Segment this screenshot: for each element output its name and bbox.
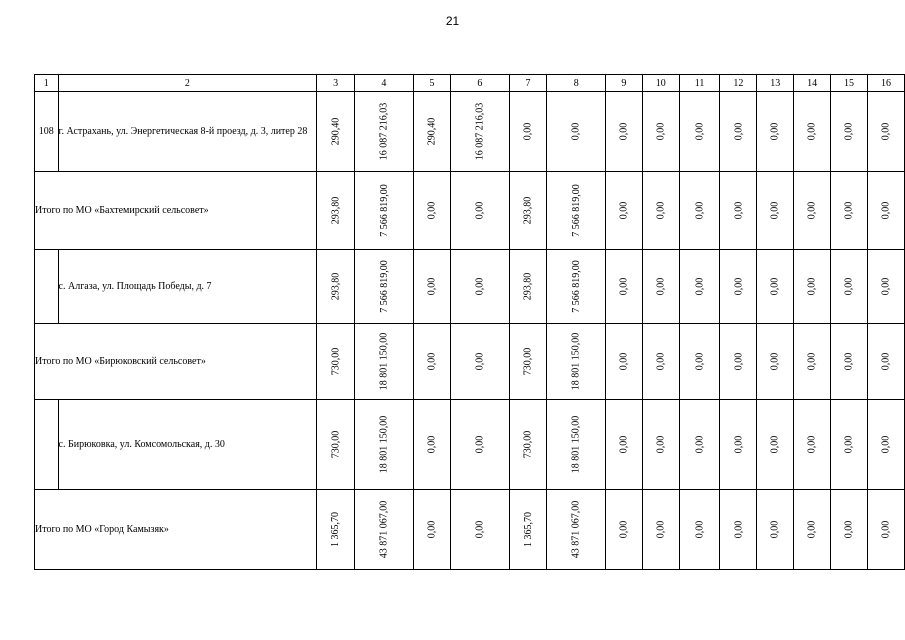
cell-value: 0,00: [769, 201, 781, 220]
value-cell: [720, 250, 757, 324]
value-cell: [413, 324, 450, 400]
value-cell: [317, 490, 355, 570]
column-header: 2: [58, 75, 317, 92]
value-cell: [605, 400, 642, 490]
cell-value: 0,00: [694, 122, 706, 141]
column-header: 16: [867, 75, 904, 92]
address-cell: г. Астрахань, ул. Энергетическая 8-й проезд, д. 3, литер 28: [58, 92, 317, 172]
value-cell: [317, 172, 355, 250]
cell-value: 730,00: [330, 430, 342, 459]
data-table: [34, 74, 905, 570]
total-row: [35, 324, 905, 400]
value-cell: [413, 92, 450, 172]
value-cell: [679, 172, 720, 250]
value-cell: [831, 172, 868, 250]
value-cell: [509, 400, 547, 490]
cell-value: 0,00: [843, 435, 855, 454]
column-header: 3: [317, 75, 355, 92]
cell-value: 0,00: [880, 352, 892, 371]
cell-value: 0,00: [474, 435, 486, 454]
value-cell: [605, 172, 642, 250]
column-header: 4: [355, 75, 414, 92]
column-header: 10: [642, 75, 679, 92]
cell-value: 290,40: [426, 117, 438, 146]
value-cell: [867, 490, 904, 570]
cell-value: 0,00: [843, 520, 855, 539]
cell-value: 0,00: [843, 277, 855, 296]
cell-value: 0,00: [732, 277, 744, 296]
cell-value: 0,00: [618, 352, 630, 371]
cell-value: 293,80: [330, 272, 342, 301]
table-row: [35, 92, 905, 172]
cell-value: 0,00: [769, 122, 781, 141]
total-row: [35, 490, 905, 570]
value-cell: [720, 490, 757, 570]
cell-value: 0,00: [806, 277, 818, 296]
cell-value: 1 365,70: [522, 512, 534, 547]
cell-value: 7 566 819,00: [378, 260, 390, 313]
cell-value: 43 871 067,00: [570, 500, 582, 559]
value-cell: [317, 324, 355, 400]
value-cell: [413, 250, 450, 324]
cell-value: 16 087 216,03: [474, 102, 486, 161]
column-header: 7: [509, 75, 547, 92]
cell-value: 0,00: [618, 435, 630, 454]
cell-value: 0,00: [880, 201, 892, 220]
value-cell: [642, 490, 679, 570]
cell-value: 0,00: [426, 352, 438, 371]
cell-value: 0,00: [426, 435, 438, 454]
value-cell: [720, 324, 757, 400]
cell-value: 7 566 819,00: [570, 260, 582, 313]
value-cell: [757, 92, 794, 172]
cell-value: 0,00: [618, 520, 630, 539]
value-cell: [451, 400, 510, 490]
value-cell: [451, 490, 510, 570]
cell-value: 0,00: [618, 122, 630, 141]
cell-value: 0,00: [474, 520, 486, 539]
cell-value: 293,80: [330, 196, 342, 225]
cell-value: 730,00: [330, 347, 342, 376]
cell-value: 0,00: [694, 520, 706, 539]
value-cell: [509, 324, 547, 400]
value-cell: [867, 92, 904, 172]
cell-value: 0,00: [426, 201, 438, 220]
cell-value: 0,00: [655, 435, 667, 454]
cell-value: 18 801 150,00: [378, 415, 390, 474]
cell-value: 0,00: [880, 277, 892, 296]
value-cell: [831, 490, 868, 570]
value-cell: [355, 250, 414, 324]
value-cell: [794, 324, 831, 400]
cell-value: 0,00: [474, 201, 486, 220]
cell-value: 0,00: [655, 277, 667, 296]
cell-value: 0,00: [806, 201, 818, 220]
cell-value: 16 087 216,03: [378, 102, 390, 161]
cell-value: 0,00: [618, 277, 630, 296]
value-cell: [605, 324, 642, 400]
cell-value: 7 566 819,00: [570, 184, 582, 237]
total-label: Итого по МО «Город Камызяк»: [35, 490, 317, 570]
value-cell: [413, 490, 450, 570]
value-cell: [642, 400, 679, 490]
value-cell: [757, 250, 794, 324]
cell-value: 0,00: [732, 352, 744, 371]
column-header: 12: [720, 75, 757, 92]
cell-value: 0,00: [806, 352, 818, 371]
value-cell: [605, 490, 642, 570]
value-cell: [867, 324, 904, 400]
value-cell: [355, 490, 414, 570]
cell-value: 0,00: [769, 277, 781, 296]
value-cell: [757, 172, 794, 250]
cell-value: 0,00: [426, 277, 438, 296]
value-cell: [547, 92, 606, 172]
table-row: [35, 400, 905, 490]
cell-value: 730,00: [522, 347, 534, 376]
column-header: 15: [831, 75, 868, 92]
value-cell: [413, 172, 450, 250]
value-cell: [547, 324, 606, 400]
total-row: [35, 172, 905, 250]
cell-value: 0,00: [843, 352, 855, 371]
cell-value: 0,00: [769, 520, 781, 539]
value-cell: [867, 400, 904, 490]
value-cell: [547, 250, 606, 324]
cell-value: 0,00: [655, 122, 667, 141]
cell-value: 1 365,70: [330, 512, 342, 547]
cell-value: 0,00: [694, 352, 706, 371]
cell-value: 0,00: [806, 520, 818, 539]
column-header: 6: [451, 75, 510, 92]
value-cell: [794, 490, 831, 570]
cell-value: 0,00: [655, 201, 667, 220]
value-cell: [831, 250, 868, 324]
total-label: Итого по МО «Бирюковский сельсовет»: [35, 324, 317, 400]
value-cell: [642, 92, 679, 172]
value-cell: [451, 172, 510, 250]
cell-value: 0,00: [570, 122, 582, 141]
cell-value: 0,00: [655, 352, 667, 371]
column-header: 1: [35, 75, 59, 92]
row-index: 108: [35, 92, 59, 172]
value-cell: [831, 400, 868, 490]
column-header: 13: [757, 75, 794, 92]
value-cell: [451, 92, 510, 172]
cell-value: 0,00: [694, 435, 706, 454]
column-header: 8: [547, 75, 606, 92]
cell-value: 290,40: [330, 117, 342, 146]
value-cell: [451, 324, 510, 400]
value-cell: [867, 250, 904, 324]
value-cell: [720, 92, 757, 172]
cell-value: 18 801 150,00: [570, 415, 582, 474]
value-cell: [509, 92, 547, 172]
cell-value: 0,00: [732, 435, 744, 454]
value-cell: [355, 92, 414, 172]
value-cell: [547, 172, 606, 250]
cell-value: 0,00: [732, 520, 744, 539]
cell-value: 730,00: [522, 430, 534, 459]
address-cell: с. Алгаза, ул. Площадь Победы, д. 7: [58, 250, 317, 324]
value-cell: [547, 400, 606, 490]
header-row: [35, 75, 905, 92]
cell-value: 0,00: [880, 520, 892, 539]
cell-value: 0,00: [694, 277, 706, 296]
value-cell: [679, 490, 720, 570]
cell-value: 0,00: [732, 122, 744, 141]
value-cell: [679, 250, 720, 324]
cell-value: 0,00: [655, 520, 667, 539]
cell-value: 0,00: [806, 435, 818, 454]
value-cell: [679, 324, 720, 400]
value-cell: [679, 92, 720, 172]
value-cell: [642, 250, 679, 324]
value-cell: [509, 490, 547, 570]
column-header: 9: [605, 75, 642, 92]
value-cell: [831, 324, 868, 400]
cell-value: 0,00: [880, 435, 892, 454]
column-header: 11: [679, 75, 720, 92]
cell-value: 43 871 067,00: [378, 500, 390, 559]
column-header: 14: [794, 75, 831, 92]
value-cell: [605, 92, 642, 172]
cell-value: 0,00: [522, 122, 534, 141]
value-cell: [355, 172, 414, 250]
value-cell: [509, 172, 547, 250]
value-cell: [355, 400, 414, 490]
value-cell: [679, 400, 720, 490]
value-cell: [794, 250, 831, 324]
value-cell: [831, 92, 868, 172]
value-cell: [794, 172, 831, 250]
value-cell: [794, 400, 831, 490]
cell-value: 0,00: [806, 122, 818, 141]
cell-value: 0,00: [880, 122, 892, 141]
value-cell: [547, 490, 606, 570]
value-cell: [509, 250, 547, 324]
value-cell: [317, 250, 355, 324]
total-label: Итого по МО «Бахтемирский сельсовет»: [35, 172, 317, 250]
value-cell: [317, 92, 355, 172]
value-cell: [867, 172, 904, 250]
address-cell: с. Бирюковка, ул. Комсомольская, д. 30: [58, 400, 317, 490]
cell-value: 0,00: [474, 277, 486, 296]
value-cell: [720, 400, 757, 490]
value-cell: [794, 92, 831, 172]
value-cell: [413, 400, 450, 490]
value-cell: [720, 172, 757, 250]
page-number: 21: [445, 14, 460, 28]
value-cell: [605, 250, 642, 324]
value-cell: [642, 172, 679, 250]
value-cell: [355, 324, 414, 400]
value-cell: [757, 324, 794, 400]
cell-value: 0,00: [732, 201, 744, 220]
value-cell: [757, 490, 794, 570]
cell-value: 7 566 819,00: [378, 184, 390, 237]
cell-value: 0,00: [769, 352, 781, 371]
cell-value: 0,00: [694, 201, 706, 220]
row-index: [35, 400, 59, 490]
cell-value: 0,00: [618, 201, 630, 220]
row-index: [35, 250, 59, 324]
column-header: 5: [413, 75, 450, 92]
cell-value: 293,80: [522, 272, 534, 301]
cell-value: 0,00: [843, 201, 855, 220]
value-cell: [451, 250, 510, 324]
cell-value: 18 801 150,00: [570, 332, 582, 391]
table-row: [35, 250, 905, 324]
cell-value: 18 801 150,00: [378, 332, 390, 391]
cell-value: 0,00: [474, 352, 486, 371]
value-cell: [642, 324, 679, 400]
cell-value: 293,80: [522, 196, 534, 225]
cell-value: 0,00: [426, 520, 438, 539]
value-cell: [317, 400, 355, 490]
value-cell: [757, 400, 794, 490]
cell-value: 0,00: [769, 435, 781, 454]
cell-value: 0,00: [843, 122, 855, 141]
